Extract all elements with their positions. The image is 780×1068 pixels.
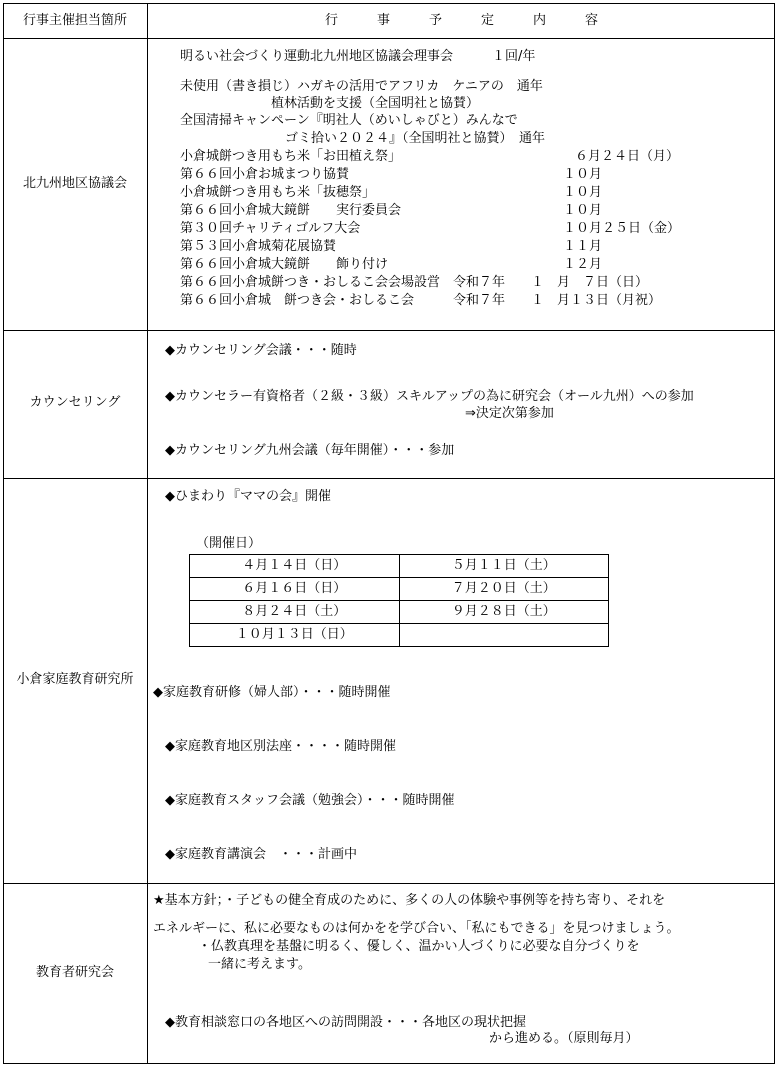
event-date: １２月 — [563, 257, 603, 272]
meeting-date: ９月２８日（土） — [399, 601, 609, 624]
column-divider — [147, 3, 148, 1064]
event-line: ◆ひまわり『ママの会』開催 — [165, 489, 331, 504]
event-line: 全国清掃キャンペーン『明社人（めいしゃびと）みんなで — [180, 113, 518, 128]
meeting-date: １０月１３日（日） — [190, 624, 400, 647]
section-name-counseling: カウンセリング — [29, 395, 121, 410]
event-line: 第６６回小倉城大鏡餅 実行委員会 — [180, 203, 402, 218]
header-event-content: 行 事 予 定 内 容 — [324, 13, 598, 28]
event-line: 第６６回小倉城大鏡餅 飾り付け — [180, 257, 389, 272]
event-line: 第５３回小倉城菊花展協賛 — [180, 239, 337, 254]
row-divider-1 — [3, 330, 775, 331]
meeting-date — [399, 624, 609, 647]
event-line: ⇒決定次第参加 — [465, 406, 554, 421]
policy-line: 一緒に考えます。 — [208, 957, 311, 972]
row-divider-header — [3, 38, 775, 39]
event-line: ◆家庭教育地区別法座・・・・随時開催 — [165, 739, 396, 754]
event-line: 未使用（書き損じ）ハガキの活用でアフリカ ケニアの 通年 — [180, 79, 543, 94]
event-date: １０月２５日（金） — [563, 221, 681, 236]
event-date: １０月 — [563, 167, 603, 182]
event-line: ◆家庭教育講演会 ・・・計画中 — [165, 847, 357, 862]
row-divider-3 — [3, 883, 775, 884]
event-line: ◆カウンセリング九州会議（毎年開催）・・・参加 — [165, 443, 455, 458]
event-line: ◆教育相談窓口の各地区への訪問開設・・・各地区の現状把握 — [165, 1015, 526, 1030]
event-date: ６月２４日（月） — [575, 149, 680, 164]
row-divider-2 — [3, 478, 775, 479]
event-line: ◆家庭教育研修（婦人部）・・・随時開催 — [153, 685, 391, 700]
policy-line: エネルギーに、私に必要なものは何かをを学び合い、「私にもできる」を見つけましょう。 — [153, 921, 680, 936]
meeting-dates-table — [189, 554, 609, 647]
meeting-date: ７月２０日（土） — [399, 578, 609, 601]
event-date: １０月 — [563, 203, 603, 218]
event-line: 第３０回チャリティゴルフ大会 — [180, 221, 361, 236]
event-line: ◆家庭教育スタッフ会議（勉強会）・・・随時開催 — [165, 793, 455, 808]
event-date: １１月 — [563, 239, 603, 254]
header-organizer: 行事主催担当箇所 — [22, 13, 127, 28]
event-line: 第６６回小倉お城まつり協賛 — [180, 167, 350, 182]
meeting-date: ８月２４日（土） — [190, 601, 400, 624]
meeting-date: ６月１６日（日） — [190, 578, 400, 601]
event-line: ◆カウンセリング会議・・・随時 — [165, 343, 357, 358]
event-date: １０月 — [563, 185, 603, 200]
policy-line: ・仏教真理を基盤に明るく、優しく、温かい人づくりに必要な自分づくりを — [198, 939, 640, 954]
section-name-kitakyushu: 北九州地区協議会 — [22, 176, 127, 191]
meeting-date: ５月１１日（土） — [399, 555, 609, 578]
policy-line: ★基本方針；・子どもの健全育成のために、多くの人の体験や事例等を持ち寄り、それを — [153, 893, 666, 908]
event-line: ◆カウンセラー有資格者（２級・３級）スキルアップの為に研究会（オール九州）への参加 — [165, 389, 694, 404]
event-line: 第６６回小倉城餅つき・おしるこ会会場設営 令和７年 １ 月 ７日（日） — [180, 275, 649, 290]
meeting-dates-label: （開催日） — [196, 536, 262, 551]
section-name-educators-study-group: 教育者研究会 — [35, 965, 114, 980]
event-line: 植林活動を支援（全国明社と協賛） — [271, 96, 480, 111]
meeting-date: ４月１４日（日） — [190, 555, 400, 578]
event-line: ゴミ拾い２０２４』（全国明社と協賛） 通年 — [285, 131, 546, 146]
event-line: 第６６回小倉城 餅つき会・おしるこ会 令和７年 １ 月１３日（月祝） — [180, 293, 662, 308]
event-line: から進める。（原則毎月） — [489, 1031, 639, 1046]
table-row — [190, 624, 609, 647]
event-line: 明るい社会づくり運動北九州地区協議会理事会 １回/年 — [180, 49, 536, 64]
event-line: 小倉城餅つき用もち米「お田植え祭」 — [180, 149, 402, 164]
table-row — [190, 601, 609, 624]
section-name-kokura-family-education: 小倉家庭教育研究所 — [16, 672, 134, 687]
event-line: 小倉城餅つき用もち米「抜穂祭」 — [180, 185, 376, 200]
schedule-page — [3, 3, 775, 1064]
table-row — [190, 555, 609, 578]
table-row — [190, 578, 609, 601]
